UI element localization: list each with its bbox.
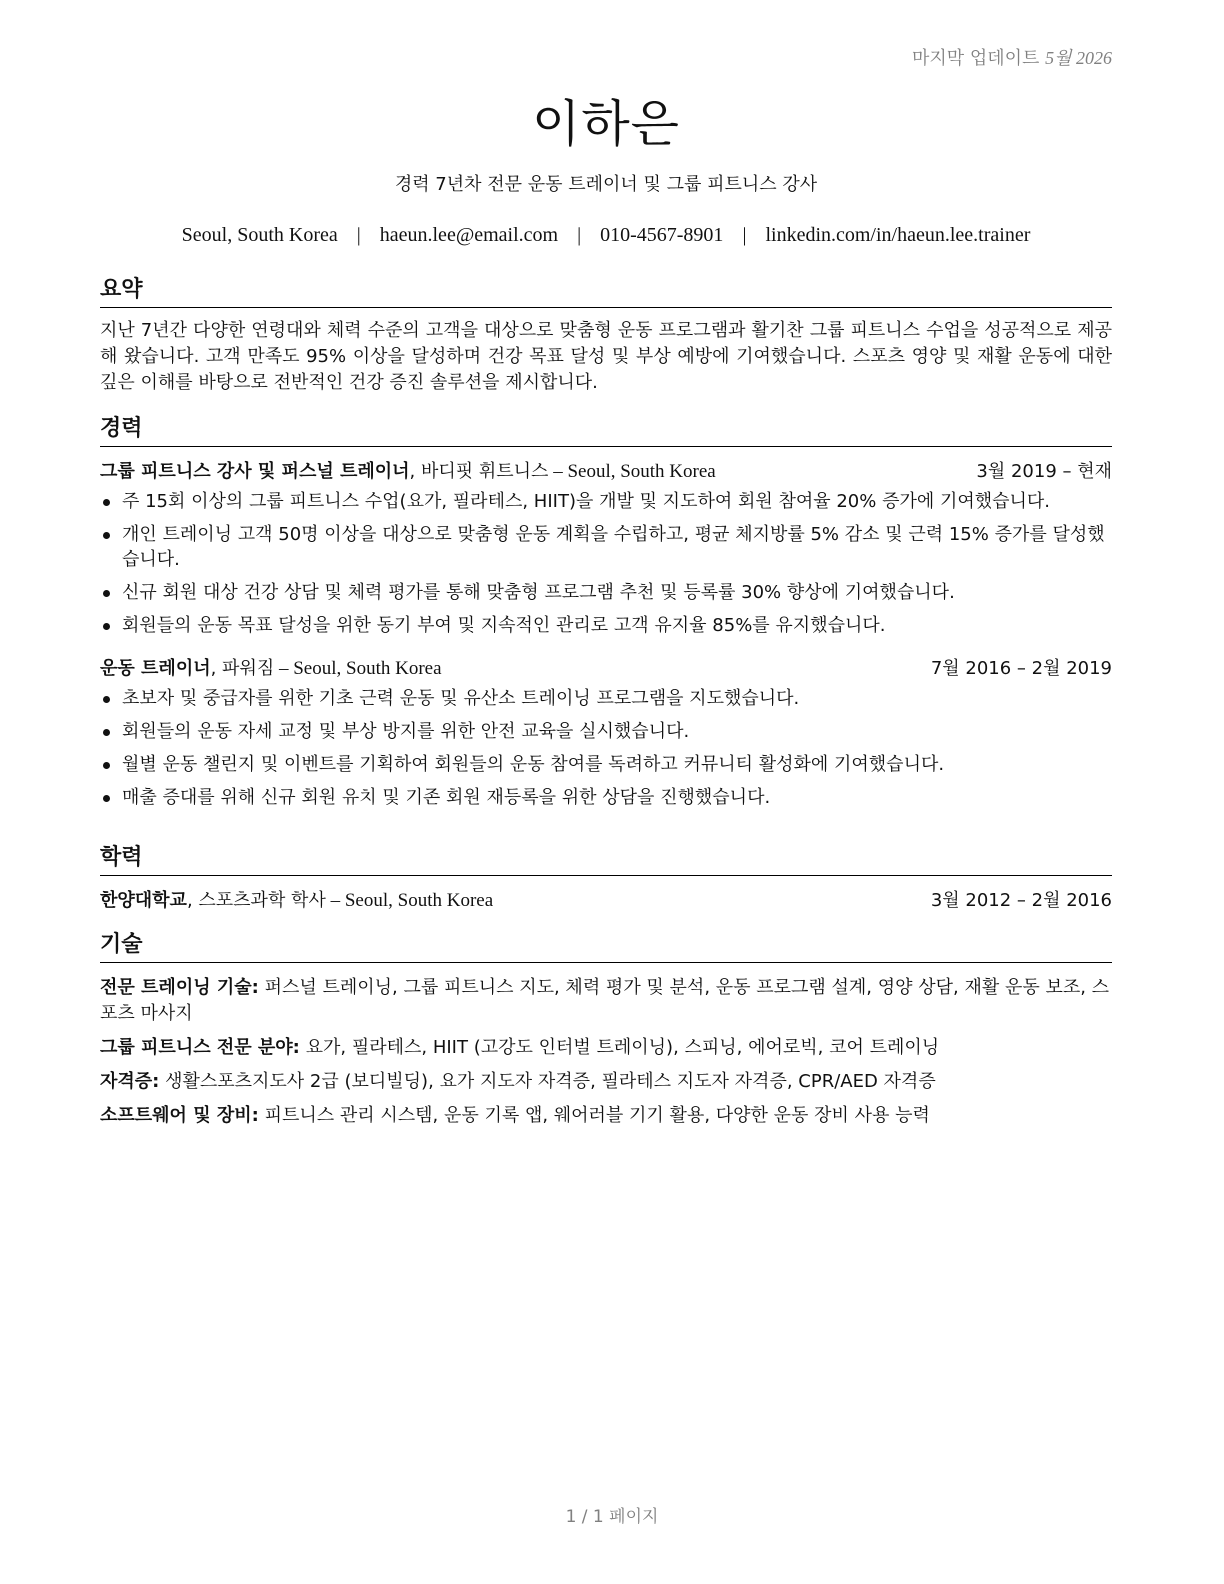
skill-value: 요가, 필라테스, HIIT (고강도 인터벌 트레이닝), 스피닝, 에어로빅, 코어 트레이닝 (299, 1037, 940, 1058)
entry-title (100, 459, 716, 485)
bullet-icon (103, 590, 110, 597)
school-name: 한양대학교 (100, 890, 187, 911)
contact-line (100, 224, 1112, 247)
job-role: 그룹 피트니스 강사 및 퍼스널 트레이너 (100, 461, 410, 482)
list-item (100, 719, 1112, 744)
experience-entry (100, 459, 1112, 638)
headline: 경력 7년차 전문 운동 트레이너 및 그룹 피트니스 강사 (394, 174, 818, 195)
list-item (100, 752, 1112, 777)
entry-header (100, 459, 1112, 485)
list-item (100, 489, 1112, 514)
bullet-text: 주 15회 이상의 그룹 피트니스 수업(요가, 필라테스, HIIT)을 개발 및 지도하여 회원 참여율 20% 증가에 기여했습니다. (122, 491, 1050, 512)
summary-section (100, 276, 1112, 396)
summary-text: 지난 7년간 다양한 연령대와 체력 수준의 고객을 대상으로 맞춤형 운동 프로그램과 활기찬 그룹 피트니스 수업을 성공적으로 제공해 왔습니다. 고객 만족도 95% 이상을 달성하며 건강 목표 달성 및 부상 예방에 기여했습니다. 스포츠 영양 및 재활 운동에 대한 깊은 이해를 바탕으로 전반적인 건강 증진 솔루션을 제시합니다. (100, 320, 1112, 393)
entry-header (100, 656, 1112, 682)
contact-separator: | (742, 224, 747, 246)
bullet-text: 매출 증대를 위해 신규 회원 유치 및 기존 회원 재등록을 위한 상담을 진행했습니다. (122, 787, 771, 808)
skills-list (100, 975, 1112, 1129)
job-org: , 파워짐 (210, 658, 275, 679)
experience-section (100, 415, 1112, 818)
skill-value: 피트니스 관리 시스템, 운동 기록 앱, 웨어러블 기기 활용, 다양한 운동 장비 사용 능력 (258, 1105, 930, 1126)
skill-label: 자격증: (100, 1071, 160, 1092)
job-location: – Seoul, South Korea (548, 461, 716, 482)
experience-entry (100, 656, 1112, 810)
skill-label: 그룹 피트니스 전문 분야: (100, 1037, 300, 1058)
person-name: 이하은 (532, 95, 680, 153)
bullet-icon (103, 696, 110, 703)
degree: , 스포츠과학 학사 (186, 890, 326, 911)
job-bullets (100, 489, 1112, 638)
entry-title (100, 888, 493, 914)
job-bullets (100, 686, 1112, 810)
last-updated-label: 마지막 업데이트 (911, 48, 1040, 69)
bullet-icon (103, 532, 110, 539)
skill-line (100, 1103, 1112, 1129)
list-item (100, 686, 1112, 711)
bullet-icon (103, 795, 110, 802)
list-item (100, 522, 1112, 572)
contact-separator: | (356, 224, 361, 246)
section-title-summary: 요약 (100, 276, 1112, 308)
skill-line (100, 975, 1112, 1027)
contact-separator: | (577, 224, 582, 246)
page-indicator: 1 / 1 페이지 (565, 1507, 659, 1527)
list-item (100, 580, 1112, 605)
contact-location: Seoul, South Korea (181, 224, 338, 246)
bullet-icon (103, 729, 110, 736)
last-updated (912, 44, 1112, 70)
job-dates: 7월 2016 – 2월 2019 (930, 658, 1112, 679)
contact-phone: 010-4567-8901 (600, 224, 724, 246)
skill-label: 전문 트레이닝 기술: (100, 977, 259, 998)
skill-line (100, 1035, 1112, 1061)
job-location: – Seoul, South Korea (274, 658, 442, 679)
list-item (100, 785, 1112, 810)
education-section (100, 844, 1112, 914)
education-dates: 3월 2012 – 2월 2016 (930, 890, 1112, 911)
bullet-icon (103, 623, 110, 630)
section-title-skills: 기술 (100, 931, 1112, 963)
job-role: 운동 트레이너 (100, 658, 211, 679)
section-title-experience: 경력 (100, 415, 1112, 447)
bullet-text: 월별 운동 챌린지 및 이벤트를 기획하여 회원들의 운동 참여를 독려하고 커뮤니티 활성화에 기여했습니다. (122, 754, 945, 775)
bullet-text: 회원들의 운동 목표 달성을 위한 동기 부여 및 지속적인 관리로 고객 유지율 85%를 유지했습니다. (122, 615, 886, 636)
bullet-text: 신규 회원 대상 건강 상담 및 체력 평가를 통해 맞춤형 프로그램 추천 및 등록률 30% 향상에 기여했습니다. (122, 582, 955, 603)
last-updated-date: 5월 2026 (1045, 48, 1112, 68)
skills-section (100, 931, 1112, 1137)
job-dates: 3월 2019 – 현재 (976, 461, 1112, 482)
bullet-text: 회원들의 운동 자세 교정 및 부상 방지를 위한 안전 교육을 실시했습니다. (122, 721, 690, 742)
skill-value: 퍼스널 트레이닝, 그룹 피트니스 지도, 체력 평가 및 분석, 운동 프로그램 설계, 영양 상담, 재활 운동 보조, 스포츠 마사지 (100, 977, 1110, 1024)
bullet-text: 초보자 및 중급자를 위한 기초 근력 운동 및 유산소 트레이닝 프로그램을 지도했습니다. (122, 688, 800, 709)
contact-email[interactable]: haeun.lee@email.com (379, 224, 559, 246)
education-entry (100, 888, 1112, 914)
bullet-text: 개인 트레이닝 고객 50명 이상을 대상으로 맞춤형 운동 계획을 수립하고, 평균 체지방률 5% 감소 및 근력 15% 증가를 달성했습니다. (122, 524, 1105, 570)
bullet-icon (103, 762, 110, 769)
contact-linkedin[interactable]: linkedin.com/in/haeun.lee.trainer (765, 224, 1031, 246)
entry-title (100, 656, 442, 682)
list-item (100, 613, 1112, 638)
skill-value: 생활스포츠지도사 2급 (보디빌딩), 요가 지도자 자격증, 필라테스 지도자 자격증, CPR/AED 자격증 (159, 1071, 936, 1092)
school-location: – Seoul, South Korea (325, 890, 494, 911)
job-org: , 바디핏 휘트니스 (409, 461, 549, 482)
section-title-education: 학력 (100, 844, 1112, 876)
bullet-icon (103, 499, 110, 506)
skill-line (100, 1069, 1112, 1095)
skill-label: 소프트웨어 및 장비: (100, 1105, 259, 1126)
